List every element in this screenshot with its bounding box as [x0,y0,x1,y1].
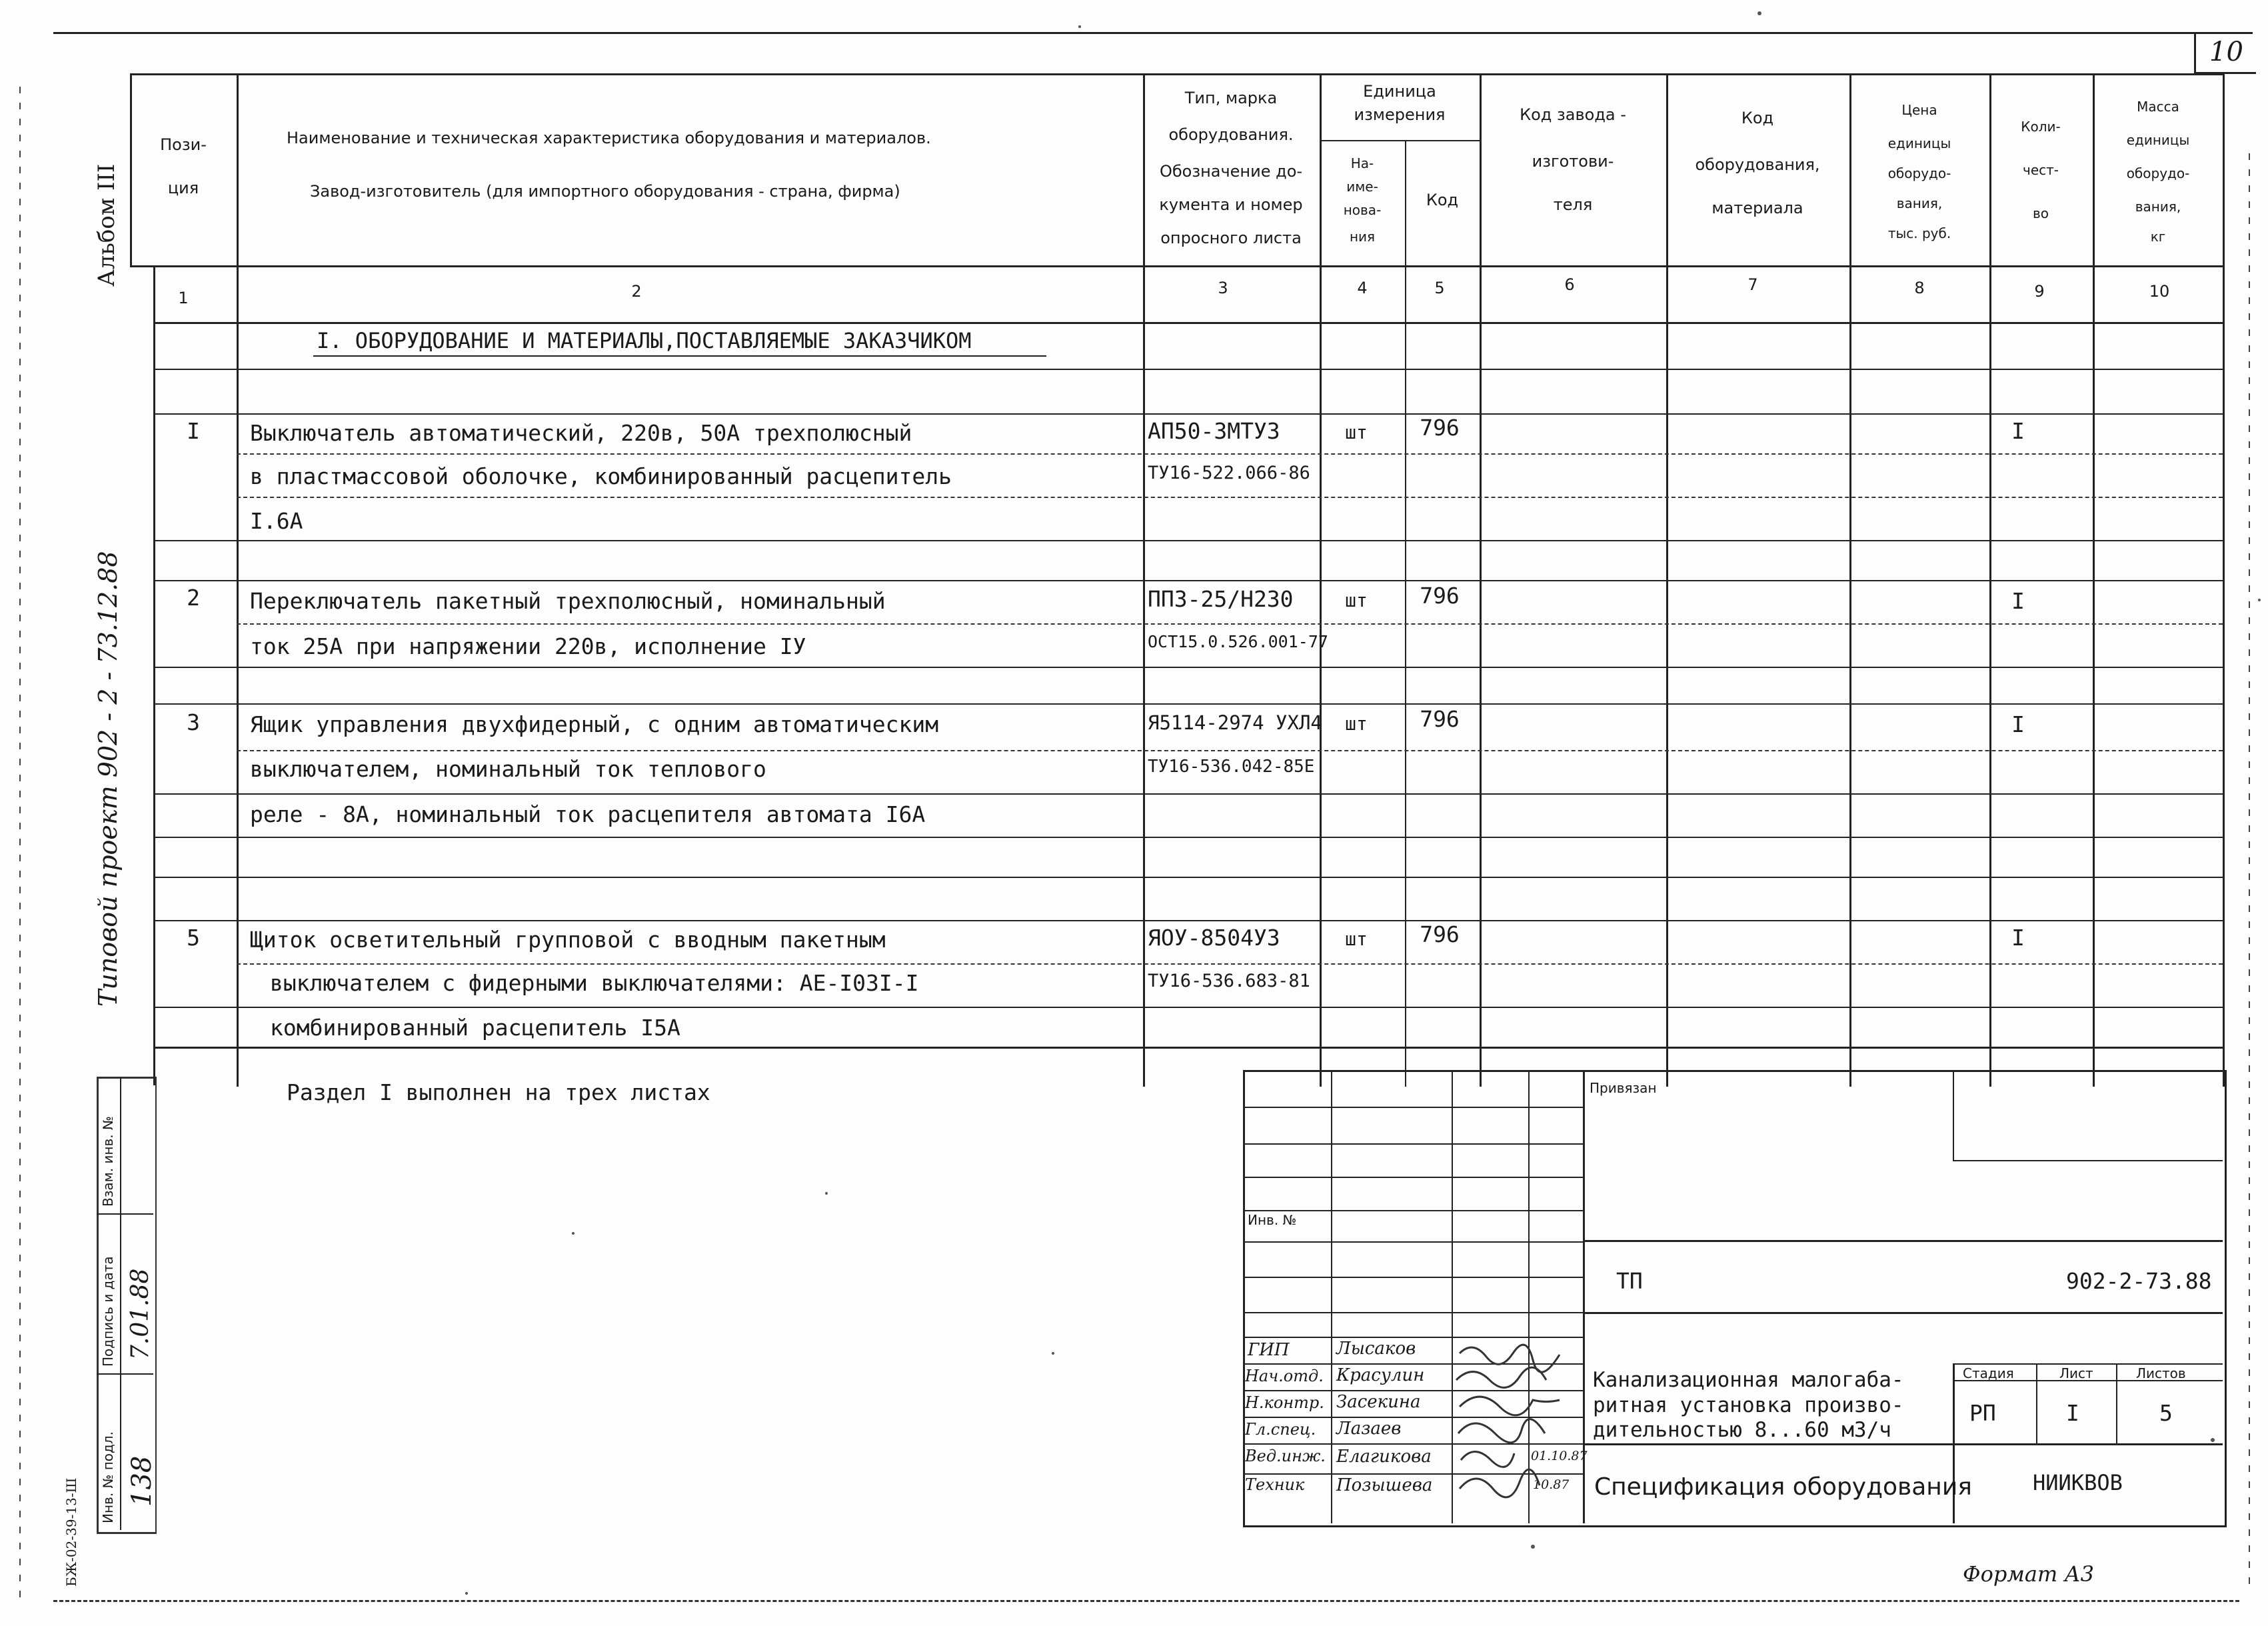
hdr-unit-b: измерения [1354,105,1446,124]
stamp-label-vzam: Взам. инв. № [100,1116,116,1207]
row5-name-1: Щиток осветительный групповой с вводным пакетным [250,927,886,953]
row1-unit: шт [1345,421,1368,443]
tb-role-1: ГИП [1248,1340,1290,1360]
row5-type-1: ЯОУ-8504У3 [1148,925,1280,951]
hdr-col3-e: опросного листа [1160,229,1302,247]
tb-org: НИИКВОВ [2033,1470,2123,1495]
hdr-col2-line1: Наименование и техническая характеристика оборудования и материалов. [287,129,931,147]
stamp-label-inv: Инв. № подл. [100,1431,116,1523]
hdr-col8-b: единицы [1887,135,1951,151]
tb-title-line-1: Канализационная малогаба- [1593,1368,1904,1392]
row1-qty: I [2011,418,2025,444]
hdr-col4-b: имe- [1346,179,1378,195]
stamp-inv-value: 138 [127,1455,157,1507]
tb-title-line-2: ритная установка произво- [1593,1393,1904,1417]
hdr-col3-c: Обозначение до- [1159,162,1303,181]
hdr-col8-c: оборудо- [1887,165,1951,181]
row5-pos: 5 [187,925,200,951]
tb-sheet-label: Лист [2059,1365,2093,1381]
tb-role-3: Н.контр. [1245,1393,1324,1412]
colnum-1: 1 [178,289,189,307]
row1-type-2: ТУ16-522.066-86 [1148,463,1310,483]
hdr-col9-a: Коли- [2021,119,2061,135]
row3-name-3: реле - 8А, номинальный ток расцепителя автомата I6А [250,801,926,827]
hdr-col5: Код [1426,191,1459,209]
colnum-3: 3 [1218,279,1228,297]
row3-name-2: выключателем, номинальный ток теплового [250,756,766,782]
tb-tp: ТП [1616,1268,1643,1294]
hdr-col2-line2: Завод-изготовитель (для импортного оборудования - страна, фирма) [310,182,900,201]
hdr-col9-b: чест- [2023,162,2059,178]
row3-code: 796 [1420,706,1460,732]
hdr-col8-e: тыс. руб. [1887,225,1951,241]
row2-type-2: ОСТ15.0.526.001-77 [1148,632,1328,651]
tb-sheets: 5 [2159,1400,2173,1426]
tb-name-4: Лазаев [1336,1419,1402,1439]
row3-type-1: Я5114-2974 УХЛ4 [1148,711,1322,734]
tb-name-3: Засекина [1336,1392,1421,1412]
row3-unit: шт [1345,713,1368,735]
row2-name-1: Переключатель пакетный трехполюсный, номинальный [250,588,886,614]
tb-stage: РП [1969,1400,1996,1426]
hdr-col4-c: нова- [1343,202,1382,218]
row1-code: 796 [1420,415,1460,441]
row5-name-2: выключателем с фидерными выключателями: АЕ-I03I-I [270,970,919,996]
row5-unit: шт [1345,928,1368,950]
colnum-6: 6 [1564,275,1575,294]
tb-sheet: I [2066,1400,2079,1426]
colnum-7: 7 [1747,275,1758,294]
row1-name-3: I.6А [250,508,303,534]
tb-sheets-label: Листов [2136,1365,2186,1381]
hdr-col1-b: ция [167,179,199,197]
hdr-col3-a: Тип, марка [1184,89,1278,107]
tb-name-1: Лысаков [1336,1339,1416,1359]
row2-pos: 2 [187,585,200,611]
hdr-col9-c: во [2032,205,2049,221]
colnum-9: 9 [2034,282,2045,301]
page-number: 10 [2209,37,2243,67]
hdr-col3-b: оборудования. [1168,125,1294,144]
row5-qty: I [2011,925,2025,951]
section-note: Раздел I выполнен на трех листах [287,1079,710,1105]
hdr-col10-a: Масса [2137,99,2179,115]
tb-inv-label: Инв. № [1248,1212,1297,1228]
row1-name-2: в пластмассовой оболочке, комбинированный расцепитель [250,463,952,489]
tb-role-2: Нач.отд. [1245,1367,1324,1385]
hdr-col10-e: кг [2150,229,2166,245]
hdr-col6-a: Код завода - [1520,105,1626,124]
row2-unit: шт [1345,589,1368,611]
row3-type-2: ТУ16-536.042-85Е [1148,757,1315,777]
row5-name-3: комбинированный расцепитель I5А [270,1015,680,1041]
hdr-unit-a: Единица [1363,82,1436,101]
hdr-col1-a: Пози- [160,135,207,154]
hdr-col8-a: Цена [1901,102,1937,118]
tb-role-4: Гл.спец. [1245,1420,1316,1439]
stamp-label-podpis: Подпись и дата [100,1256,116,1367]
hdr-col7-b: оборудования, [1695,155,1820,174]
bottom-code: БЖ-02-39-13-Ш [63,1477,79,1587]
hdr-col6-c: теля [1553,195,1593,214]
colnum-5: 5 [1434,279,1445,297]
format-label: Формат А3 [1963,1561,2095,1587]
row2-name-2: ток 25А при напряжении 220в, исполнение IУ [250,633,806,659]
tb-stage-label: Стадия [1963,1365,2014,1381]
stamp-date-value: 7.01.88 [127,1268,154,1360]
colnum-10: 10 [2149,282,2170,301]
row1-pos: I [187,418,200,444]
colnum-4: 4 [1357,279,1368,297]
tb-privyazan: Привязан [1590,1080,1657,1096]
row2-qty: I [2011,588,2025,614]
colnum-8: 8 [1914,279,1925,297]
hdr-col6-b: изготови- [1532,152,1614,171]
colnum-2: 2 [631,282,642,301]
row1-type-1: АП50-3МТУ3 [1148,418,1280,444]
tb-date-5: 01.10.87 [1531,1449,1588,1463]
tb-name-6: Позышева [1336,1475,1433,1495]
hdr-col7-c: материала [1711,199,1803,217]
row3-pos: 3 [187,709,200,735]
hdr-col10-c: оборудо- [2126,165,2190,181]
hdr-col10-d: вания, [2135,199,2181,215]
tb-title-line-3: дительностью 8...60 м3/ч [1593,1418,1891,1442]
tb-role-5: Вед.инж. [1245,1447,1326,1465]
tb-doc-title: Спецификация оборудования [1594,1473,1972,1501]
row2-code: 796 [1420,583,1460,609]
tb-doc-code: 902-2-73.88 [2066,1268,2212,1294]
hdr-col8-d: вания, [1896,195,1943,211]
row5-type-2: ТУ16-536.683-81 [1148,971,1310,991]
row2-type-1: ПП3-25/Н230 [1148,586,1294,612]
hdr-col10-b: единицы [2126,132,2190,148]
row3-name-1: Ящик управления двухфидерный, с одним автоматическим [250,711,939,737]
row5-code: 796 [1420,921,1460,947]
project-label: Типовой проект 902 - 2 - 73.12.88 [93,551,123,1007]
section-title: I. ОБОРУДОВАНИЕ И МАТЕРИАЛЫ,ПОСТАВЛЯЕМЫЕ ЗАКАЗЧИКОМ [317,328,972,353]
hdr-col4-a: На- [1350,155,1374,171]
tb-name-5: Елагикова [1336,1447,1432,1467]
hdr-col7-a: Код [1741,109,1774,127]
tb-role-6: Техник [1245,1475,1305,1494]
album-label: Альбом III [93,163,120,287]
row3-qty: I [2011,711,2025,737]
hdr-col3-d: кумента и номер [1159,195,1303,214]
hdr-col4-d: ния [1349,229,1376,245]
tb-name-2: Красулин [1336,1365,1425,1385]
row1-name-1: Выключатель автоматический, 220в, 50А трехполюсный [250,420,912,446]
tb-date-6: 10.87 [1533,1477,1570,1492]
